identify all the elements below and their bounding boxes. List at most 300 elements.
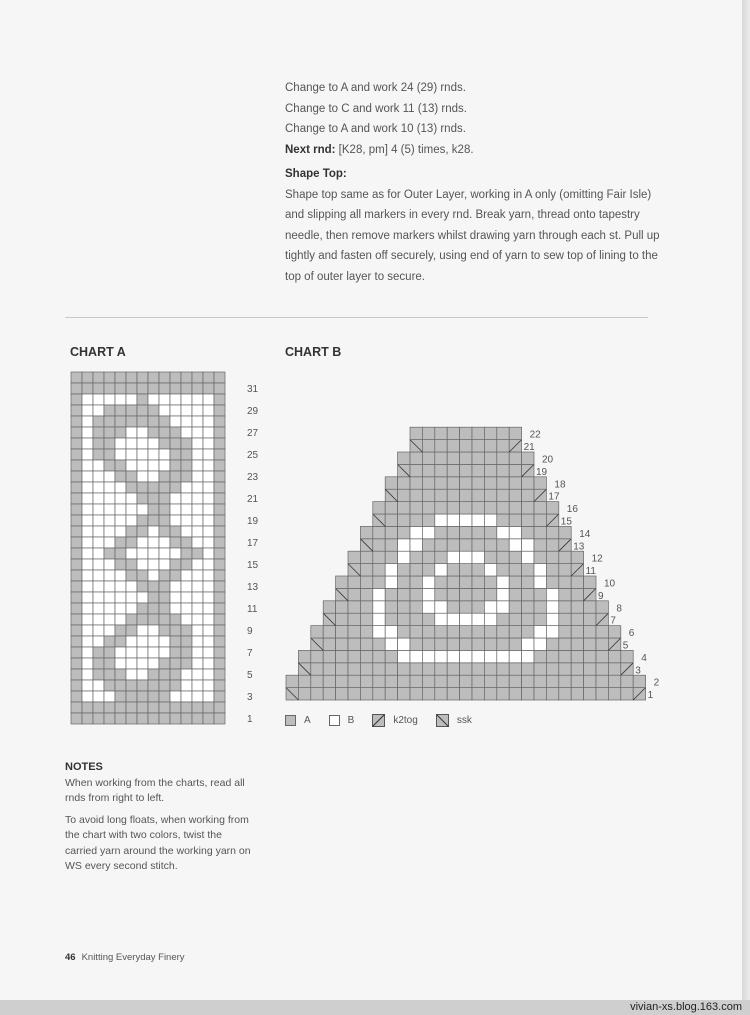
chart-a-cell: [82, 493, 93, 504]
chart-b-cell: [584, 576, 596, 588]
chart-b-cell: [522, 539, 534, 551]
chart-a-cell: [159, 460, 170, 471]
chart-b-cell: [385, 601, 397, 613]
chart-a-cell: [93, 669, 104, 680]
chart-a-cell: [181, 614, 192, 625]
chart-b-cell: [522, 650, 534, 662]
chart-b-cell: [534, 663, 546, 675]
chart-a-cell: [170, 669, 181, 680]
chart-b-cell: [410, 650, 422, 662]
chart-a-cell: [137, 526, 148, 537]
chart-b-cell: [546, 626, 558, 638]
chart-a-cell: [82, 592, 93, 603]
chart-b-cell: [534, 675, 546, 687]
chart-b-cell: [484, 638, 496, 650]
chart-a-row-label: 7: [247, 647, 253, 659]
chart-a-cell: [192, 405, 203, 416]
chart-a-cell: [170, 438, 181, 449]
chart-b-cell: [447, 427, 459, 439]
chart-a-cell: [159, 372, 170, 383]
chart-a-cell: [170, 647, 181, 658]
chart-a-cell: [104, 559, 115, 570]
chart-a-cell: [159, 559, 170, 570]
chart-a-cell: [104, 614, 115, 625]
chart-b-cell: [348, 613, 360, 625]
chart-b-cell: [435, 613, 447, 625]
chart-a-cell: [181, 702, 192, 713]
chart-b-cell: [497, 588, 509, 600]
chart-a-cell: [137, 394, 148, 405]
chart-a-cell: [137, 438, 148, 449]
chart-a-cell: [126, 625, 137, 636]
chart-b-cell: [472, 638, 484, 650]
chart-a-cell: [93, 702, 104, 713]
chart-a-cell: [214, 526, 225, 537]
chart-a-cell: [170, 713, 181, 724]
chart-b-cell: [435, 551, 447, 563]
chart-a-cell: [148, 680, 159, 691]
chart-a-cell: [159, 647, 170, 658]
chart-a-cell: [192, 460, 203, 471]
chart-b-cell: [398, 514, 410, 526]
chart-a-cell: [181, 548, 192, 559]
chart-b-cell: [435, 539, 447, 551]
chart-b-cell: [311, 626, 323, 638]
chart-a-cell: [203, 603, 214, 614]
chart-a-cell: [82, 702, 93, 713]
chart-b-cell: [410, 427, 422, 439]
chart-b-cell: [509, 688, 521, 700]
instructions-block: [285, 78, 665, 287]
chart-b-cell: [422, 663, 434, 675]
chart-b-cell: [435, 464, 447, 476]
chart-b-cell: [336, 663, 348, 675]
chart-a-cell: [159, 526, 170, 537]
chart-a-cell: [203, 405, 214, 416]
chart-b-cell: [410, 464, 422, 476]
chart-b-cell: [447, 613, 459, 625]
chart-b-cell: [398, 489, 410, 501]
chart-a-cell: [126, 405, 137, 416]
chart-b-cell: [546, 564, 558, 576]
chart-b-cell: [422, 502, 434, 514]
chart-b-row-label: 17: [548, 491, 560, 503]
chart-a-cell: [192, 570, 203, 581]
chart-a-cell: [148, 372, 159, 383]
chart-b-cell: [422, 613, 434, 625]
chart-b-cell: [509, 675, 521, 687]
legend-label-ssk: ssk: [456, 714, 472, 726]
chart-a-cell: [137, 603, 148, 614]
chart-b-cell: [410, 675, 422, 687]
chart-b-cell: [398, 539, 410, 551]
chart-a-cell: [148, 427, 159, 438]
chart-a-cell: [192, 702, 203, 713]
chart-a-row-label: 19: [247, 515, 259, 527]
chart-b-cell: [608, 650, 620, 662]
chart-b-cell: [447, 675, 459, 687]
chart-a-cell: [126, 647, 137, 658]
chart-a-cell: [104, 537, 115, 548]
chart-b-row-label: 8: [616, 603, 622, 615]
chart-b-cell: [398, 452, 410, 464]
chart-a-cell: [159, 471, 170, 482]
chart-a-cell: [203, 559, 214, 570]
chart-a-cell: [170, 603, 181, 614]
chart-b-cell: [447, 588, 459, 600]
chart-b-cell: [447, 663, 459, 675]
chart-b-cell: [311, 663, 323, 675]
chart-b-cell: [534, 514, 546, 526]
chart-a-row-label: 21: [247, 493, 259, 505]
chart-a-cell: [148, 570, 159, 581]
chart-b-cell: [435, 650, 447, 662]
chart-b-cell: [435, 601, 447, 613]
chart-a-cell: [93, 559, 104, 570]
chart-a-cell: [71, 603, 82, 614]
chart-b-row-label: 9: [598, 590, 604, 602]
chart-b-cell: [584, 601, 596, 613]
chart-a-cell: [181, 471, 192, 482]
chart-a-cell: [115, 647, 126, 658]
chart-a-cell: [214, 702, 225, 713]
chart-a-cell: [148, 647, 159, 658]
chart-a-cell: [104, 625, 115, 636]
chart-b-cell: [360, 650, 372, 662]
chart-a-cell: [181, 372, 192, 383]
chart-b-cell: [472, 539, 484, 551]
chart-b-cell: [621, 688, 633, 700]
chart-b-cell: [398, 477, 410, 489]
page-edge: [742, 0, 750, 1015]
chart-a-row-label: 25: [247, 449, 259, 461]
chart-a-cell: [104, 372, 115, 383]
chart-b-cell: [360, 551, 372, 563]
chart-a-cell: [159, 603, 170, 614]
chart-a-cell: [192, 669, 203, 680]
chart-b-cell: [323, 688, 335, 700]
chart-a-cell: [159, 548, 170, 559]
chart-b-cell: [460, 663, 472, 675]
chart-a-cell: [181, 449, 192, 460]
chart-a-cell: [192, 449, 203, 460]
chart-b-cell: [559, 564, 571, 576]
chart-a-cell: [71, 405, 82, 416]
chart-b-cell: [497, 464, 509, 476]
chart-a-cell: [126, 713, 137, 724]
chart-b-cell: [373, 601, 385, 613]
chart-a-cell: [203, 592, 214, 603]
chart-b-cell: [398, 588, 410, 600]
chart-b-cell: [472, 675, 484, 687]
chart-b-cell: [571, 601, 583, 613]
chart-b-cell: [546, 588, 558, 600]
chart-b-cell: [447, 539, 459, 551]
chart-b-cell: [373, 551, 385, 563]
chart-a-cell: [159, 680, 170, 691]
chart-a-cell: [93, 438, 104, 449]
chart-b-cell: [509, 638, 521, 650]
chart-a-cell: [192, 504, 203, 515]
chart-a-cell: [93, 680, 104, 691]
chart-a-cell: [159, 405, 170, 416]
chart-b-cell: [596, 663, 608, 675]
chart-a-cell: [203, 636, 214, 647]
chart-a-cell: [115, 526, 126, 537]
chart-b-row-label: 7: [610, 615, 616, 627]
chart-a-cell: [148, 548, 159, 559]
chart-a-cell: [82, 713, 93, 724]
next-round-label: Next rnd:: [285, 143, 336, 156]
chart-b-cell: [559, 675, 571, 687]
chart-b-cell: [621, 675, 633, 687]
chart-b-cell: [348, 626, 360, 638]
chart-a-cell: [170, 559, 181, 570]
chart-a-cell: [137, 515, 148, 526]
chart-b-cell: [410, 576, 422, 588]
chart-a-cell: [93, 625, 104, 636]
chart-b-cell: [534, 526, 546, 538]
chart-b-cell: [447, 638, 459, 650]
chart-b-cell: [509, 613, 521, 625]
chart-b-cell: [460, 650, 472, 662]
chart-b-cell: [571, 650, 583, 662]
chart-b-cell: [472, 440, 484, 452]
chart-a-cell: [71, 449, 82, 460]
chart-b-cell: [336, 688, 348, 700]
chart-a-cell: [159, 669, 170, 680]
chart-a-cell: [181, 504, 192, 515]
chart-a-cell: [137, 537, 148, 548]
chart-a-cell: [148, 691, 159, 702]
chart-b-cell: [534, 613, 546, 625]
chart-b-cell: [472, 588, 484, 600]
chart-a-cell: [214, 515, 225, 526]
chart-b-cell: [559, 551, 571, 563]
chart-a-cell: [82, 427, 93, 438]
chart-a-cell: [192, 548, 203, 559]
chart-b-cell: [360, 638, 372, 650]
chart-b-row-label: 5: [622, 640, 629, 652]
chart-b-cell: [509, 650, 521, 662]
chart-b-cell: [522, 526, 534, 538]
chart-a-cell: [115, 691, 126, 702]
chart-legend: [285, 711, 490, 729]
chart-a-cell: [203, 526, 214, 537]
chart-a-cell: [214, 372, 225, 383]
chart-a-cell: [214, 394, 225, 405]
chart-a-cell: [214, 581, 225, 592]
ssk-icon: [436, 714, 449, 727]
chart-a-cell: [82, 515, 93, 526]
chart-a-cell: [82, 669, 93, 680]
chart-a-cell: [115, 515, 126, 526]
chart-b-cell: [447, 452, 459, 464]
chart-b-cell: [373, 688, 385, 700]
chart-b-cell: [422, 650, 434, 662]
chart-b-cell: [497, 489, 509, 501]
chart-a-cell: [82, 680, 93, 691]
chart-a-cell: [203, 570, 214, 581]
chart-a-cell: [126, 581, 137, 592]
chart-b-cell: [522, 675, 534, 687]
chart-a-cell: [203, 691, 214, 702]
chart-a-cell: [126, 460, 137, 471]
chart-b-cell: [435, 489, 447, 501]
chart-a-cell: [93, 636, 104, 647]
chart-a-cell: [115, 416, 126, 427]
chart-a-cell: [71, 427, 82, 438]
chart-b-cell: [435, 626, 447, 638]
chart-a-cell: [93, 449, 104, 460]
chart-b-cell: [422, 688, 434, 700]
chart-b-cell: [435, 452, 447, 464]
chart-b-cell: [559, 663, 571, 675]
chart-a-cell: [93, 394, 104, 405]
chart-a-cell: [203, 482, 214, 493]
chart-a-cell: [82, 372, 93, 383]
chart-a-cell: [126, 669, 137, 680]
chart-a-cell: [82, 504, 93, 515]
chart-a-cell: [203, 614, 214, 625]
chart-b-cell: [435, 588, 447, 600]
chart-a-cell: [104, 603, 115, 614]
chart-a-cell: [82, 614, 93, 625]
chart-b-cell: [546, 675, 558, 687]
chart-a-cell: [71, 493, 82, 504]
chart-b-cell: [509, 502, 521, 514]
chart-b-row-label: 18: [554, 479, 566, 491]
chart-b-cell: [311, 650, 323, 662]
chart-a-cell: [159, 702, 170, 713]
chart-b-cell: [484, 675, 496, 687]
chart-b-cell: [546, 613, 558, 625]
chart-a-cell: [170, 702, 181, 713]
chart-a-cell: [148, 515, 159, 526]
chart-b-cell: [484, 588, 496, 600]
chart-b-cell: [398, 638, 410, 650]
chart-b-cell: [522, 477, 534, 489]
chart-b-cell: [484, 626, 496, 638]
chart-a-cell: [71, 713, 82, 724]
chart-a-cell: [159, 592, 170, 603]
chart-b-row-label: 2: [653, 677, 660, 689]
chart-a-cell: [71, 702, 82, 713]
chart-b-cell: [509, 601, 521, 613]
chart-a-cell: [104, 438, 115, 449]
chart-b-cell: [348, 688, 360, 700]
chart-a-cell: [104, 482, 115, 493]
chart-b-cell: [534, 601, 546, 613]
chart-a-cell: [104, 471, 115, 482]
chart-b-cell: [497, 427, 509, 439]
chart-b-cell: [323, 663, 335, 675]
chart-b-cell: [497, 613, 509, 625]
chart-a-cell: [126, 372, 137, 383]
chart-b-cell: [422, 452, 434, 464]
chart-b-cell: [323, 675, 335, 687]
chart-a-cell: [93, 614, 104, 625]
chart-a-cell: [82, 438, 93, 449]
chart-b-cell: [373, 588, 385, 600]
chart-a-cell: [148, 383, 159, 394]
chart-b-cell: [373, 675, 385, 687]
chart-b-cell: [534, 626, 546, 638]
chart-a-cell: [137, 669, 148, 680]
chart-b-cell: [497, 452, 509, 464]
chart-b-cell: [497, 477, 509, 489]
chart-a-cell: [115, 559, 126, 570]
chart-b-row-label: 1: [647, 690, 654, 702]
chart-a-cell: [181, 669, 192, 680]
chart-a-cell: [82, 570, 93, 581]
chart-a-cell: [203, 669, 214, 680]
chart-a-cell: [104, 702, 115, 713]
chart-a-cell: [203, 702, 214, 713]
chart-b-cell: [360, 613, 372, 625]
chart-a-cell: [170, 372, 181, 383]
chart-a-cell: [137, 416, 148, 427]
chart-a-cell: [170, 570, 181, 581]
chart-b-cell: [447, 489, 459, 501]
chart-a-cell: [115, 636, 126, 647]
chart-b-row-label: 21: [523, 442, 535, 454]
legend-label-b: B: [347, 714, 355, 726]
chart-b-cell: [336, 638, 348, 650]
chart-a-cell: [82, 647, 93, 658]
chart-a-cell: [203, 504, 214, 515]
chart-b-cell: [497, 675, 509, 687]
chart-b-cell: [460, 638, 472, 650]
chart-a-cell: [71, 636, 82, 647]
chart-b-cell: [571, 688, 583, 700]
chart-a-cell: [170, 427, 181, 438]
chart-a-cell: [71, 625, 82, 636]
legend-swatch-a: [285, 715, 296, 726]
chart-a-cell: [115, 680, 126, 691]
chart-b-cell: [472, 626, 484, 638]
chart-b-cell: [422, 638, 434, 650]
chart-a-cell: [137, 581, 148, 592]
chart-a-cell: [181, 636, 192, 647]
chart-b-cell: [422, 526, 434, 538]
chart-b-cell: [298, 650, 310, 662]
chart-b-cell: [385, 514, 397, 526]
chart-b-cell: [509, 526, 521, 538]
chart-a-cell: [115, 702, 126, 713]
chart-b-cell: [422, 464, 434, 476]
chart-b-cell: [298, 675, 310, 687]
chart-a-cell: [126, 537, 137, 548]
chart-a-cell: [214, 570, 225, 581]
chart-b-cell: [435, 427, 447, 439]
chart-a-cell: [148, 482, 159, 493]
chart-b-cell: [484, 663, 496, 675]
chart-b-cell: [534, 650, 546, 662]
chart-b-cell: [360, 688, 372, 700]
chart-b-cell: [484, 440, 496, 452]
chart-a-cell: [93, 548, 104, 559]
chart-a-cell: [192, 383, 203, 394]
chart-a-cell: [192, 691, 203, 702]
chart-a-cell: [126, 416, 137, 427]
chart-b-cell: [484, 514, 496, 526]
chart-a-cell: [203, 449, 214, 460]
chart-a-cell: [203, 471, 214, 482]
chart-b-cell: [398, 576, 410, 588]
chart-a-cell: [192, 581, 203, 592]
chart-b-cell: [509, 576, 521, 588]
